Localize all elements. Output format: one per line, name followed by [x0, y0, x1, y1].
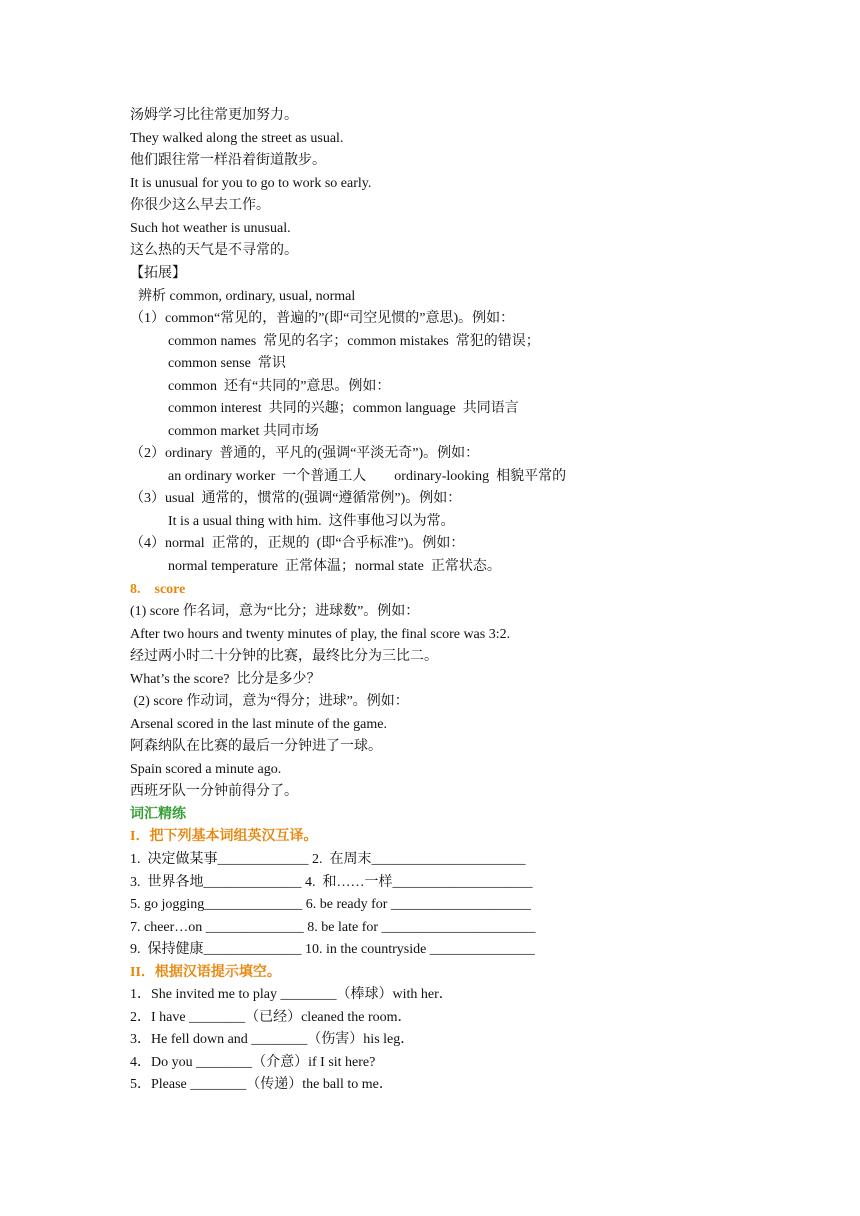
section-heading: 词汇精练: [130, 807, 186, 822]
exercise-heading: II．根据汉语提示填空。: [130, 965, 281, 980]
exercise-heading: I．把下列基本词组英汉互译。: [130, 829, 318, 844]
section-heading: 【拓展】: [130, 266, 186, 281]
text-line: It is unusual for you to go to work so early.: [130, 176, 372, 191]
text-line: （3）usual 通常的，惯常的(强调“遵循常例”)。例如：: [130, 491, 462, 506]
exercise-item: 2．I have ________（已经）cleaned the room．: [130, 1010, 412, 1025]
text-line: 汤姆学习比往常更加努力。: [130, 108, 298, 123]
text-line: an ordinary worker 一个普通工人 ordinary-looking 相貌平常的: [168, 469, 567, 484]
text-line: common market 共同市场: [168, 424, 319, 439]
exercise-item: 9. 保持健康______________ 10. in the countryside _______________: [130, 942, 535, 957]
exercise-item: 3．He fell down and ________（伤害）his leg．: [130, 1032, 415, 1047]
text-line: common sense 常识: [168, 356, 286, 371]
text-line: common interest 共同的兴趣；common language 共同语言: [168, 401, 519, 416]
text-line: What’s the score? 比分是多少？: [130, 672, 321, 687]
text-line: 西班牙队一分钟前得分了。: [130, 784, 298, 799]
text-line: Such hot weather is unusual.: [130, 221, 291, 236]
text-line: They walked along the street as usual.: [130, 131, 344, 146]
text-line: （2）ordinary 普通的，平凡的(强调“平淡无奇”)。例如：: [130, 446, 480, 461]
exercise-item: 4．Do you ________（介意）if I sit here?: [130, 1055, 376, 1070]
text-line: Spain scored a minute ago.: [130, 762, 282, 777]
text-line: 经过两小时二十分钟的比赛，最终比分为三比二。: [130, 649, 438, 664]
text-line: 你很少这么早去工作。: [130, 198, 270, 213]
text-line: (2) score 作动词，意为“得分；进球”。例如：: [130, 694, 409, 709]
exercise-item: 1. 决定做某事_____________ 2. 在周末______________________: [130, 852, 526, 867]
exercise-item: 7. cheer…on ______________ 8. be late for ______________________: [130, 920, 536, 935]
text-line: Arsenal scored in the last minute of the game.: [130, 717, 387, 732]
section-heading: 8. score: [130, 582, 186, 597]
text-line: common names 常见的名字；common mistakes 常犯的错误；: [168, 334, 540, 349]
text-line: 他们跟往常一样沿着街道散步。: [130, 153, 326, 168]
exercise-item: 1．She invited me to play ________（棒球）with her．: [130, 987, 453, 1002]
text-line: (1) score 作名词，意为“比分；进球数”。例如：: [130, 604, 420, 619]
text-line: It is a usual thing with him. 这件事他习以为常。: [168, 514, 455, 529]
text-line: 阿森纳队在比赛的最后一分钟进了一球。: [130, 739, 382, 754]
text-line: normal temperature 正常体温；normal state 正常状态。: [168, 559, 501, 574]
text-line: （4）normal 正常的，正规的 (即“合乎标准”)。例如：: [130, 536, 465, 551]
exercise-item: 5．Please ________（传递）the ball to me．: [130, 1077, 393, 1092]
exercise-item: 5. go jogging______________ 6. be ready for ____________________: [130, 897, 531, 912]
text-line: 这么热的天气是不寻常的。: [130, 243, 298, 258]
exercise-item: 3. 世界各地______________ 4. 和……一样____________________: [130, 875, 533, 890]
text-line: common 还有“共同的”意思。例如：: [168, 379, 391, 394]
text-line: （1）common“常见的，普遍的”(即“司空见惯的”意思)。例如：: [130, 311, 515, 326]
text-line: After two hours and twenty minutes of play, the final score was 3:2.: [130, 627, 511, 642]
text-line: 辨析 common, ordinary, usual, normal: [138, 289, 356, 304]
